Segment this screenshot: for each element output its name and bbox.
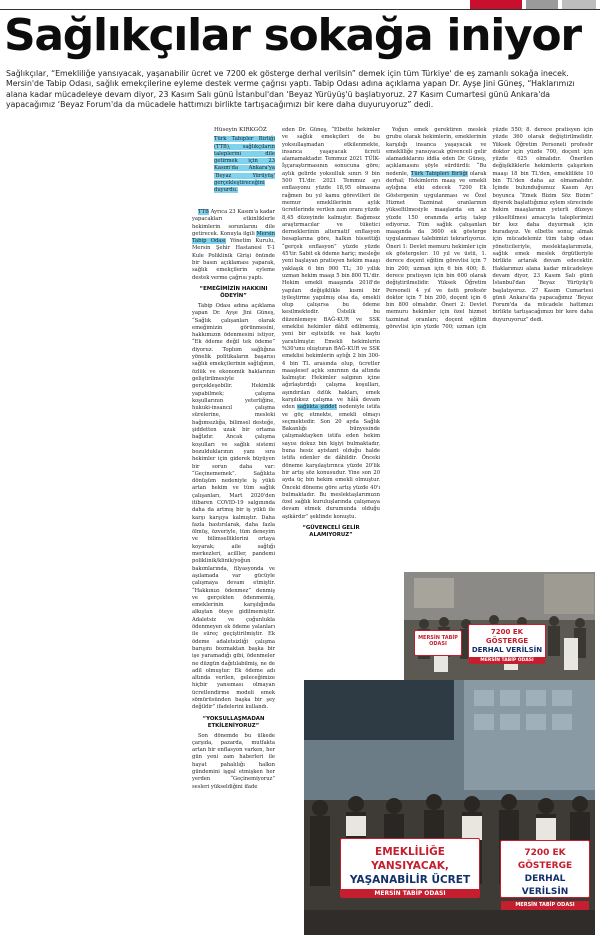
intro-paragraph — [214, 136, 275, 194]
paragraph-ttb — [192, 209, 275, 282]
paragraph-enflasyon: Son dönemde bu ülkede çarşıda, pazarda, mutfakta artan bir enflasyon varken, her gün yeni zam haberleri ile hayat pahalılığı halkın gündemini işgal etmişken her yerden “Geçinemiyoruz” sesleri yükseldiğini ifade — [192, 732, 275, 790]
deck-paragraph: Sağlıkçılar, “Emekliliğe yansıyacak, yaşanabilir ücret ve 7200 ek gösterge derhal verilsin” demek için tüm Türkiye' de eş zamanlı sokağa inecek. Mersin'de Tabip Odası, sağlık emekçilerine eyleme destek verme çağrısı yaptı. Tabip Odası adına açıklama yapan Dr. Ayşe Jini Güneş, “Haklarımızı alana kadar mücadeleye devam diyor, 23 Kasım Salı günü İstanbul'dan ‘Beyaz Yürüyüş'ü başlatıyoruz. 27 Kasım Cumartesi günü Ankara'da yapacağımız ‘Beyaz Forum'da da mücadele hattımızı birlikte tartışacağımızı bir kere daha duyuruyoruz” dedi. — [6, 69, 575, 110]
intro-text: Türk Tabipler Birliği (TTB), sağlıkçıların taleplerini dile getirmek için 23 Kasım'da Ankara'ya ‘Beyaz Yürüyüş' gerçekleştireceğini duyurdu. — [214, 136, 275, 194]
banner-large-left-line2: YAŞANABİLİR ÜCRET — [349, 874, 471, 886]
subheading-yoksullasma: “YOKSULLAŞMADAN ETKİLENİYORUZ” — [202, 715, 265, 729]
saglikta-siddet-highlight: sağlıkta şiddet — [297, 404, 337, 411]
banner-small-right-org: MERSİN TABİP ODASI — [469, 657, 545, 664]
banner-large-right-line1: 7200 EK GÖSTERGE — [517, 848, 573, 871]
headline: Sağlıkçılar sokağa iniyor — [4, 10, 581, 61]
paragraph-col3 — [386, 127, 593, 331]
banner-small-right — [468, 624, 546, 663]
article-column-1-top — [214, 127, 275, 196]
ttb-highlight-2: Türk Tabipleri Birliği — [410, 170, 468, 177]
banner-large-right-org: MERSİN TABİP ODASI — [501, 901, 589, 910]
protest-photo-large — [304, 680, 595, 935]
subheading-guvenceli: “GÜVENCELİ GELİR ALAMIYORUZ” — [302, 525, 360, 539]
article-column-2 — [282, 127, 380, 567]
paragraph-gunes-statement: Tabip Odası adına açıklama yapan Dr. Ayşe Jini Güneş, “Sağlık çalışanları olarak emeğimizin görünmesini, hakkımızın ödenmesini istiyor, “Ek ödeme değil tek ödeme” diyoruz. Toplum sağlığına yönelik politikaların başarısı sağlık emekçilerinin sağlığının, özlük ve ekonomik haklarının geliştirilmesiyle gerçekleşebilir. Hekimlik yapabilmek; çalışma koşullarının yeterliğine, hukuki-insancıl çalışma sürelerine, mesleki bağımsızlığa, bilimsel desteğe, şiddetten uzak bir ortama bağlıdır. Ancak çalışma koşulları ve sağlık sistemi bozulduklarının yanı sıra hekimler için giderek büyüyen bir sorun daha var: “Geçinememek”. Sağlıkta dönüşüm nedeniyle iş yükü artan hekim ve tüm sağlık çalışanları, Mart 2020'den itibaren COVID-19 salgınında daha da artmış bir iş yükü ile karşı karşıya kalmıştır. Daha fazla bastırılarak, daha fazla ölmüş, özveriyle, tüm deneyim ve bilimselliklerini ortaya koyarak; aile sağlığı merkezleri, acilller, pandemi poliklinik/klinik/yoğun bakımlarında, filyasyonda ve aşılamada var gücüyle çalışmaya devam etmiştir. “Hakkınızı ödenmez” denmiş ve gerçekten ödenmemiş, emeklerinin karşılığında alkıştan öteye gidilmemiştir. Adaletsiz ve çoğunlukla ödenmeyen ek ödeme yalanları ile süreç geçiştirilmiştir. Ek ödeme adaletsizliği çalışma barışını bozmaktan başka bir işe yaramadığı gibi, ödenmeler ne düzgün dağıtılabilmiş, ne de adil olmuştur. Ek ödeme adı altında verilen, geleceğimize hiçbir yansıması olmayan ücretlendirme modeli emek sömürüsünden başka bir şey değildir” ifadelerini kullandı. — [192, 302, 275, 711]
byline: Hüseyin KIRKGÖZ — [214, 127, 267, 133]
banner-small-left — [414, 630, 462, 656]
article-column-1 — [192, 209, 275, 790]
banner-small-left-text: MERSİN TABİP ODASI — [418, 635, 458, 647]
banner-large-left — [340, 838, 480, 898]
col3-rest: olarak derhal; Hekimlerin maaş ve emekli aylığına etki edecek 7200 Ek Göstergenin uygulanması ve Özel Hizmet Tazminat oranlarının yükseltilmesiyle maaşlarda en az yüzde 150 oranında artış talep ediyoruz. Tüm sağlık çalışanları maaşında da 3600 ek gösterge uygulanması talebimizi tekrarlıyoruz. Öneri 1: Devlet memuru hekimler için ek göstergeler: 10 yıl ve üstü, 1. derece doçent eğitim görevlisi için 7 bin 200; uzman için 6 bin 400; 8. derece pratisyen için bin 600 olarak değiştirilmelidir. Yüksek Öğretim Personeli 4 yıl ve üstü profesör doktor için 7 bin 200, doçent için 6 bin 800 olmalıdır. Öneri 2: Devlet memuru hekimler için özel hizmet tazminat oranları; doçent eğitim görevlisi için yüzde 700; uzman için yüzde 550; 8. derece pratisyen için yüzde 360 olarak değiştirilmelidir. Yüksek Öğretim Personeli profesör doktor için yüzde 700, doçent için yüzde 625 olmalıdır. Önerilen değişikliklerle hekimlerin çalışırken maaşı 18 bin TL'den, emeklilikte 10 bin TL'den daha az olmamalıdır. İçinde bulunduğumuz Kasım Ayı boyunca “Emek Bizim Söz Bizim” diyerek başlattığımız eylem sürecinde hekim maaşlarının yeterli düzeye yükseltilmesi amacıyla taleplerimizi bir kez daha duyurmak için buradayız. Ve elbette sonuç almak için mücadelemiz tüm tabip odası yöneticileriyle, meslektaşlarımızla, sağlık emek meslek örgütleriyle birlikte artarak devam edecektir. Haklarımızı alana kadar mücadeleye devam diyor, 23 Kasım Salı günü İstanbul'dan ‘Beyaz Yürüyüş'ü başlatıyoruz. 27 Kasım Cumartesi günü Ankara'da yapacağımız ‘Beyaz Forum'da da mücadele hattımızı birlikte tartışacağımızı bir kere daha duyuruyoruz” — [386, 127, 593, 331]
col2-rest: nedeniyle istifa ve göç etmekte, emekli olmayı seçmektedir. Son 20 ayda Sağlık Bakanlığı bünyesinde çalışmaktayken istifa eden hekim sayısı dokuz bin kişiyi bulmaktadır, buna hesiz ayistant olduğu halde istifa edenler de dâhildir. Önceki döneme karşılaştırınca yüzde 20'lik bir artış söz konusudur. Yine son 20 ayda üç bin hekim emekli olmuştur. Önceki döneme göre artış yüzde 40'ı bulmaktadır. Bu meslektaşlarımızın özel sağlık kuruluşlarında çalışmaya devam etmek durumunda olduğu aşikârdır” şeklinde konuştu. — [282, 404, 381, 520]
col3-text: Yoğun emek gerektiren meslek grubu olarak hekimlerin, emeklerinin karşılığı insanca yaşayacak ve emekliliğe yansıyacak güvenceli gelir alamadıklarını iddia eden Dr. Güneş, açıklamasını şöyle sürdürdü: “Bu nedenle, — [386, 127, 487, 177]
col3-end: dedi. — [530, 316, 544, 323]
mersin-tabip-highlight: Mersin Tabip Odası — [192, 230, 275, 245]
banner-small-right-line2: DERHAL VERİLSİN — [471, 646, 543, 654]
paragraph-ttb-rest: Yönetim Kurulu, Mersin Şehir Hastanesi T-1 Kule Poliklinik Girişi önünde bir basın açıklaması yaparak, sağlık emekçilerin eyleme destek verme çağrısı yaptı. — [192, 238, 275, 281]
subheading-emegimizin: “EMEĞİMİZİN HAKKINI ÖDEYİN” — [199, 285, 268, 299]
ttb-highlight: TTB — [198, 209, 209, 215]
protest-photo-small — [404, 572, 595, 682]
banner-large-left-line1: EMEKLİLİĞE YANSIYACAK, — [371, 846, 449, 872]
banner-large-left-org: MERSİN TABİP ODASI — [341, 889, 479, 898]
paragraph-col2 — [282, 127, 380, 521]
article-column-3 — [386, 127, 593, 567]
banner-small-right-line1: 7200 EK GÖSTERGE — [485, 628, 529, 645]
banner-large-right-line2: DERHAL VERİLSİN — [521, 874, 569, 897]
banner-large-right — [500, 840, 590, 908]
col2-text: eden Dr. Güneş, “Elbette hekimler ve sağlık emekçileri de bu yoksullaşmadan etkilenmekte, insanca yaşayacak ücreti alamamaktadır. Temmuz 2021 TÜİK-İşçaraştırmasının sonucuna göre; aylık gelirde yoksulluk sınırı 9 bin 500 TL'dir. 2021 Temmuz ayı enflasyonu yüzde 18,95 olmasına rağmen bu yıl kamu görevlileri ile memur emeklilerinin aylık ücretlerinde verilen zam oranı yüzde 8,45 düzeyinde kalmıştır. Bağımsız araştırmacılar ve tüketici dernekleriinin alternatif enflasyon hesaplarına göre, halkın hissettiği “gerçek enflasyon” yüzde yüzde 45'tir. Sabit ek ödeme hariç; mesleğe yeni başlayan pratisyen hekim maaşı yaklaşık 6 bin 900 TL; 30 yıllık uzman hekim maaşı 5 bin 800 TL'dir. Hekim emekli maaşında 2018'de yapılan değişiklikle kısmi bir iyileştirme yapılmış olsa da, emekli olup çalışırsa bu ödeme kesilmektedir. Üstelik bu düzenlemeye BAĞ-KUR ve SSK emeklisi hekimler dâhil edilmemiş, yeni bir eşitsizlik ve hak kaybı yaratılmıştır. Emekli hekimlerin %30'unu oluşturan BAĞ-KUR ve SSK emeklisi hekimlerin aylığı 2 bin 300- 4 bin TL arasında olup, ücretler maaşlesef açlık sınırının da altında kalmıştır. Hekimler salgının içine ağırlaştırdığı çalışma koşulları, aşındırılan özlük hakları, emek karşılıksız çalışma ve hâlâ devam eden — [282, 127, 380, 411]
paragraph-ttb-text: Ayrıca 23 Kasım'a kadar yapacakları etkinliklerle hekimlerin sorunlarını dile getirecek. Konuyla ilgili — [192, 209, 275, 237]
